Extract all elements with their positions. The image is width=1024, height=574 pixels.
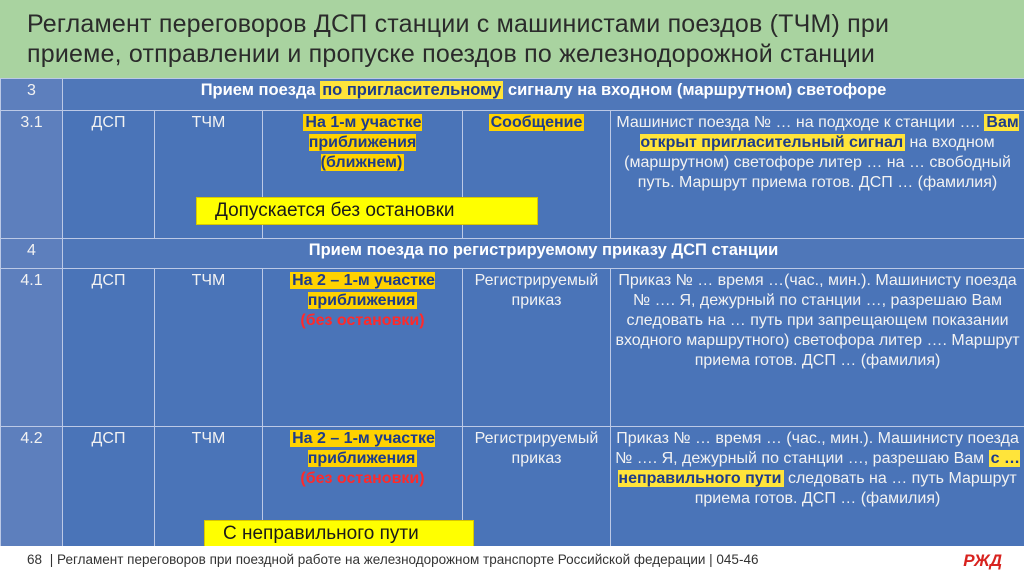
- row-to: ТЧМ: [155, 269, 263, 427]
- rzd-logo-icon: РЖД: [963, 551, 1002, 570]
- row-text: [611, 111, 1024, 239]
- section-heading: Прием поезда по регистрируемому приказу ДСП станции: [63, 239, 1024, 269]
- row-where-red: (без остановки): [300, 470, 425, 487]
- footer-text: | Регламент переговоров при поездной работе на железнодорожном транспорте Российской федерации | 045-46: [49, 552, 759, 567]
- section-number: 3: [1, 79, 63, 111]
- row-number: 3.1: [1, 111, 63, 239]
- row-text: Приказ № … время …(час., мин.). Машинисту поезда № …. Я, дежурный по станции …, разрешаю Вам следовать на … путь при запрещающем показании входного маршрутного) светофора литер …. Маршрут приема готов. ДСП … (фамилия): [611, 269, 1024, 427]
- row-where-text: На 2 – 1-м участке приближения: [292, 272, 435, 309]
- row-to: ТЧМ: [155, 111, 263, 239]
- row-where-text: На 2 – 1-м участке приближения: [292, 430, 435, 467]
- row-to: ТЧМ: [155, 427, 263, 549]
- section-heading-text: сигналу на входном (маршрутном) светофоре: [503, 81, 887, 99]
- note-no-stop: Допускается без остановки: [196, 197, 538, 225]
- section-number: 4: [1, 239, 63, 269]
- section-row: [1, 239, 1024, 269]
- row-where-text: На 1-м участке приближения (ближнем): [305, 114, 422, 171]
- title-line-1: Регламент переговоров ДСП станции с машинистами поездов (ТЧМ) при: [27, 10, 890, 38]
- row-from: ДСП: [63, 269, 155, 427]
- section-row: [1, 79, 1024, 111]
- title-line-2: приеме, отправлении и пропуске поездов по железнодорожной станции: [27, 40, 876, 68]
- table-row: [1, 427, 1024, 549]
- row-number: 4.1: [1, 269, 63, 427]
- section-heading-text: Прием поезда: [200, 81, 321, 99]
- row-how: Регистрируемый приказ: [463, 427, 611, 549]
- row-text: [611, 427, 1024, 549]
- row-where: [263, 269, 463, 427]
- footer: [0, 546, 1024, 574]
- row-text-highlight: Вам открыт пригласительный сигнал: [640, 114, 1019, 151]
- page-number: 68: [27, 552, 43, 567]
- row-how-text: Сообщение: [490, 114, 583, 131]
- row-from: ДСП: [63, 427, 155, 549]
- row-text-part: следовать на … путь Маршрут приема готов. ДСП … (фамилия): [694, 470, 1017, 507]
- row-text-part: Приказ № … время … (час., мин.). Машинисту поезда № …. Я, дежурный по станции …, разрешаю Вам: [615, 430, 1019, 467]
- row-text-part: на входном (маршрутном) светофоре литер … на … свободный путь. Маршрут приема готов. ДСП … (фамилия): [624, 134, 1011, 191]
- table-row: [1, 269, 1024, 427]
- row-text-highlight: с … неправильного пути: [618, 450, 1020, 487]
- row-number: 4.2: [1, 427, 63, 549]
- row-text-part: Машинист поезда № … на подходе к станции ….: [616, 114, 985, 131]
- regulation-table: [0, 78, 1024, 549]
- row-where-red: (без остановки): [300, 312, 425, 329]
- note-wrong-track: С неправильного пути: [204, 520, 474, 548]
- row-from: ДСП: [63, 111, 155, 239]
- slide-title: [0, 0, 1024, 78]
- section-heading-highlight: по пригласительному: [322, 81, 502, 99]
- row-how: Регистрируемый приказ: [463, 269, 611, 427]
- section-heading: [63, 79, 1024, 111]
